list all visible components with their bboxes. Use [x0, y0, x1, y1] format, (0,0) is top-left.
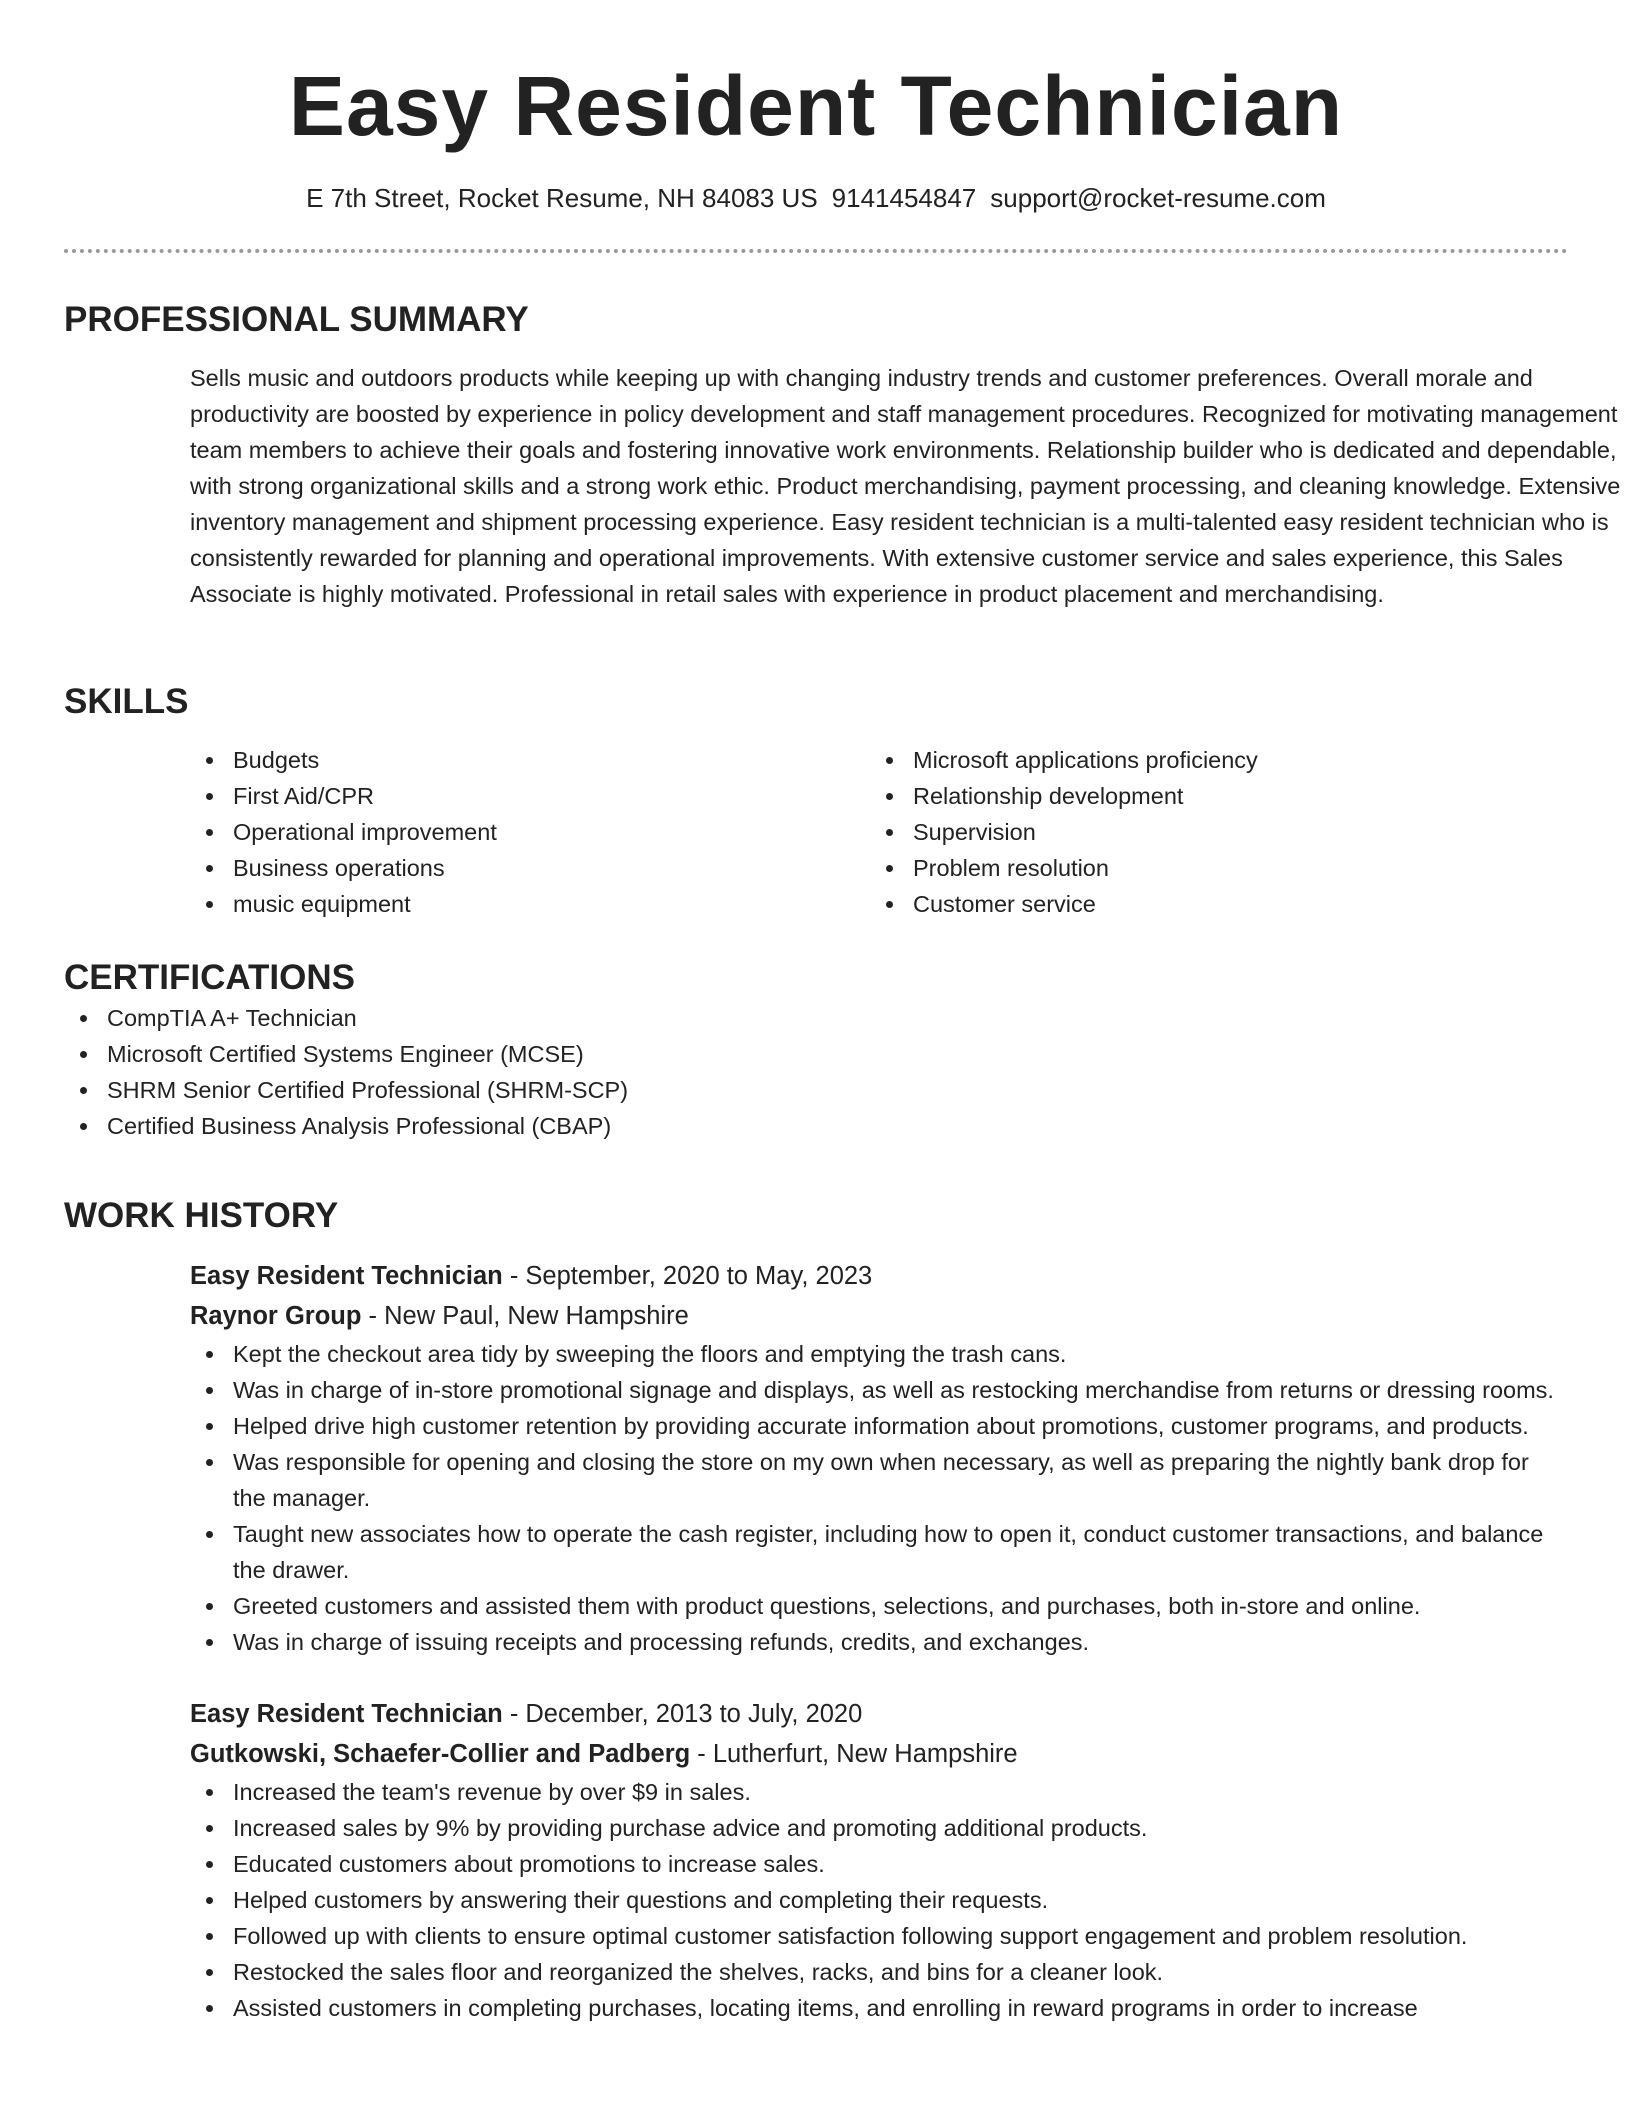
list-item: Helped drive high customer retention by providing accurate information about promotions, customer programs, and products. [190, 1408, 1563, 1444]
list-item: Was responsible for opening and closing the store on my own when necessary, as well as preparing the nightly bank drop for the manager. [190, 1444, 1563, 1516]
resume-name: Easy Resident Technician [288, 59, 1344, 153]
job-company: Raynor Group [190, 1302, 362, 1330]
job-role-line [190, 1256, 1568, 1296]
list-item: Relationship development [870, 778, 1550, 814]
list-item: SHRM Senior Certified Professional (SHRM-SCP) [64, 1072, 1568, 1108]
job-dates: - September, 2020 to May, 2023 [502, 1262, 873, 1290]
certifications-title: CERTIFICATIONS [64, 958, 356, 997]
job-role: Easy Resident Technician [190, 1700, 503, 1728]
job-location: - Lutherfurt, New Hampshire [690, 1740, 1018, 1768]
skills-columns [190, 742, 1568, 922]
list-item: Greeted customers and assisted them with product questions, selections, and purchases, both in-store and online. [190, 1588, 1563, 1624]
skills-title: SKILLS [64, 682, 189, 721]
job-dates: - December, 2013 to July, 2020 [502, 1700, 863, 1728]
list-item: Certified Business Analysis Professional (CBAP) [64, 1108, 1568, 1144]
contact-address: E 7th Street, Rocket Resume, NH 84083 US [306, 183, 818, 213]
list-item: Increased sales by 9% by providing purchase advice and promoting additional products. [190, 1810, 1563, 1846]
list-item: Helped customers by answering their questions and completing their requests. [190, 1882, 1563, 1918]
skills-left-list [190, 742, 870, 922]
job-entry [190, 1256, 1568, 1660]
contact-email[interactable]: support@rocket-resume.com [990, 183, 1326, 213]
list-item: Supervision [870, 814, 1550, 850]
list-item: Was in charge of issuing receipts and processing refunds, credits, and exchanges. [190, 1624, 1563, 1660]
skills-section [64, 680, 1568, 922]
job-company-line [190, 1296, 1568, 1336]
job-entry [190, 1694, 1568, 2026]
work-section [64, 1194, 1568, 2026]
list-item: Operational improvement [190, 814, 870, 850]
header-divider [64, 249, 1568, 253]
list-item: Customer service [870, 886, 1550, 922]
list-item: Was in charge of in-store promotional signage and displays, as well as restocking merchandise from returns or dressing rooms. [190, 1372, 1563, 1408]
certifications-list [64, 1000, 1568, 1144]
list-item: Kept the checkout area tidy by sweeping the floors and emptying the trash cans. [190, 1336, 1563, 1372]
job-company-line [190, 1734, 1568, 1774]
list-item: Problem resolution [870, 850, 1550, 886]
summary-title: PROFESSIONAL SUMMARY [64, 300, 529, 339]
list-item: Increased the team's revenue by over $9 in sales. [190, 1774, 1563, 1810]
contact-line [0, 180, 1632, 216]
list-item: Microsoft Certified Systems Engineer (MCSE) [64, 1036, 1568, 1072]
list-item: First Aid/CPR [190, 778, 870, 814]
job-company: Gutkowski, Schaefer-Collier and Padberg [190, 1740, 691, 1768]
job-bullets [190, 1336, 1568, 1660]
certifications-section [64, 956, 1568, 1144]
list-item: Educated customers about promotions to increase sales. [190, 1846, 1563, 1882]
job-role: Easy Resident Technician [190, 1262, 503, 1290]
job-role-line [190, 1694, 1568, 1734]
list-item: CompTIA A+ Technician [64, 1000, 1568, 1036]
list-item: Restocked the sales floor and reorganized the shelves, racks, and bins for a cleaner look. [190, 1954, 1563, 1990]
job-bullets [190, 1774, 1568, 2026]
list-item: Business operations [190, 850, 870, 886]
list-item: music equipment [190, 886, 870, 922]
contact-phone: 9141454847 [831, 183, 977, 213]
list-item: Microsoft applications proficiency [870, 742, 1550, 778]
skills-right-list [870, 742, 1550, 922]
list-item: Taught new associates how to operate the cash register, including how to open it, conduct customer transactions, and balance the drawer. [190, 1516, 1563, 1588]
list-item: Followed up with clients to ensure optimal customer satisfaction following support engagement and problem resolution. [190, 1918, 1563, 1954]
list-item: Budgets [190, 742, 870, 778]
summary-section [64, 298, 1621, 612]
summary-text: Sells music and outdoors products while keeping up with changing industry trends and customer preferences. Overall morale and productivity are boosted by experience in policy development and staff management procedures. Recognized for motivating management team members to achieve their goals and fostering innovative work environments. Relationship builder who is dedicated and dependable, with strong organizational skills and a strong work ethic. Product merchandising, payment processing, and cleaning knowledge. Extensive inventory management and shipment processing experience. Easy resident technician is a multi-talented easy resident technician who is consistently rewarded for planning and operational improvements. With extensive customer service and sales experience, this Sales Associate is highly motivated. Professional in retail sales with experience in product placement and merchandising. [190, 365, 1621, 607]
work-title: WORK HISTORY [64, 1196, 339, 1235]
job-location: - New Paul, New Hampshire [361, 1302, 689, 1330]
list-item: Assisted customers in completing purchases, locating items, and enrolling in reward programs in order to increase [190, 1990, 1563, 2026]
